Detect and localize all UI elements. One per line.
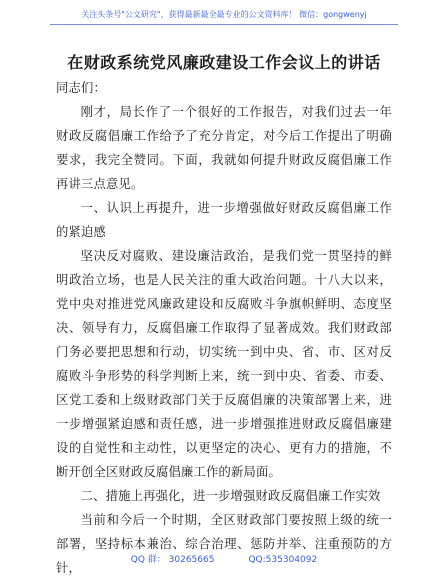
body-paragraph: 坚决反对腐败、建设廉洁政治，是我们党一贯坚持的鲜明政治立场，也是人民关注的重大政治问题。十八大以来，党中央对推进党风廉政建设和反腐败斗争旗帜鲜明、态度坚决、领导有力，反腐倡廉工作取得了显著成效。我们财政部门务必要把思想和行动，切实统一到中央、省、市、区对反腐败斗争形势的科学判断上来，统一到中央、省委、市委、区党工委和上级财政部门关于反腐倡廉的决策部署上来，进一步增强紧迫感和责任感，进一步增强推进财政反腐倡廉建设的自觉性和主动性，以更坚定的决心、更有力的措施，不断开创全区财政反腐倡廉工作的新局面。 xyxy=(56,249,392,479)
footer-contact xyxy=(0,552,448,565)
section-heading: 一、认识上再提升，进一步增强做好财政反腐倡廉工作的紧迫感 xyxy=(56,201,392,239)
document-body xyxy=(56,76,392,580)
salutation: 同志们： xyxy=(56,81,106,95)
footer-qq-number: QQ:535304092 xyxy=(248,555,318,565)
header-banner: 关注头条号"公文研究"，获得最新最全最专业的公文资料库！ 微信：gongwenyj xyxy=(50,6,398,25)
body-paragraph: 当前和今后一个时期，全区财政部门要按照上级的统一部署，坚持标本兼治、综合治理、惩防并举、注重预防的方针， xyxy=(56,513,392,575)
document-title: 在财政系统党风廉政建设工作会议上的讲话 xyxy=(67,53,381,72)
body-paragraph: 刚才，局长作了一个很好的工作报告，对我们过去一年财政反腐倡廉工作给予了充分肯定，对今后工作提出了明确要求，我完全赞同。下面，我就如何提升财政反腐倡廉工作再讲三点意见。 xyxy=(56,105,392,191)
footer-qq-group: QQ 群： 30265665 xyxy=(130,555,215,565)
section-heading: 二、措施上再强化，进一步增强财政反腐倡廉工作实效 xyxy=(80,489,381,503)
